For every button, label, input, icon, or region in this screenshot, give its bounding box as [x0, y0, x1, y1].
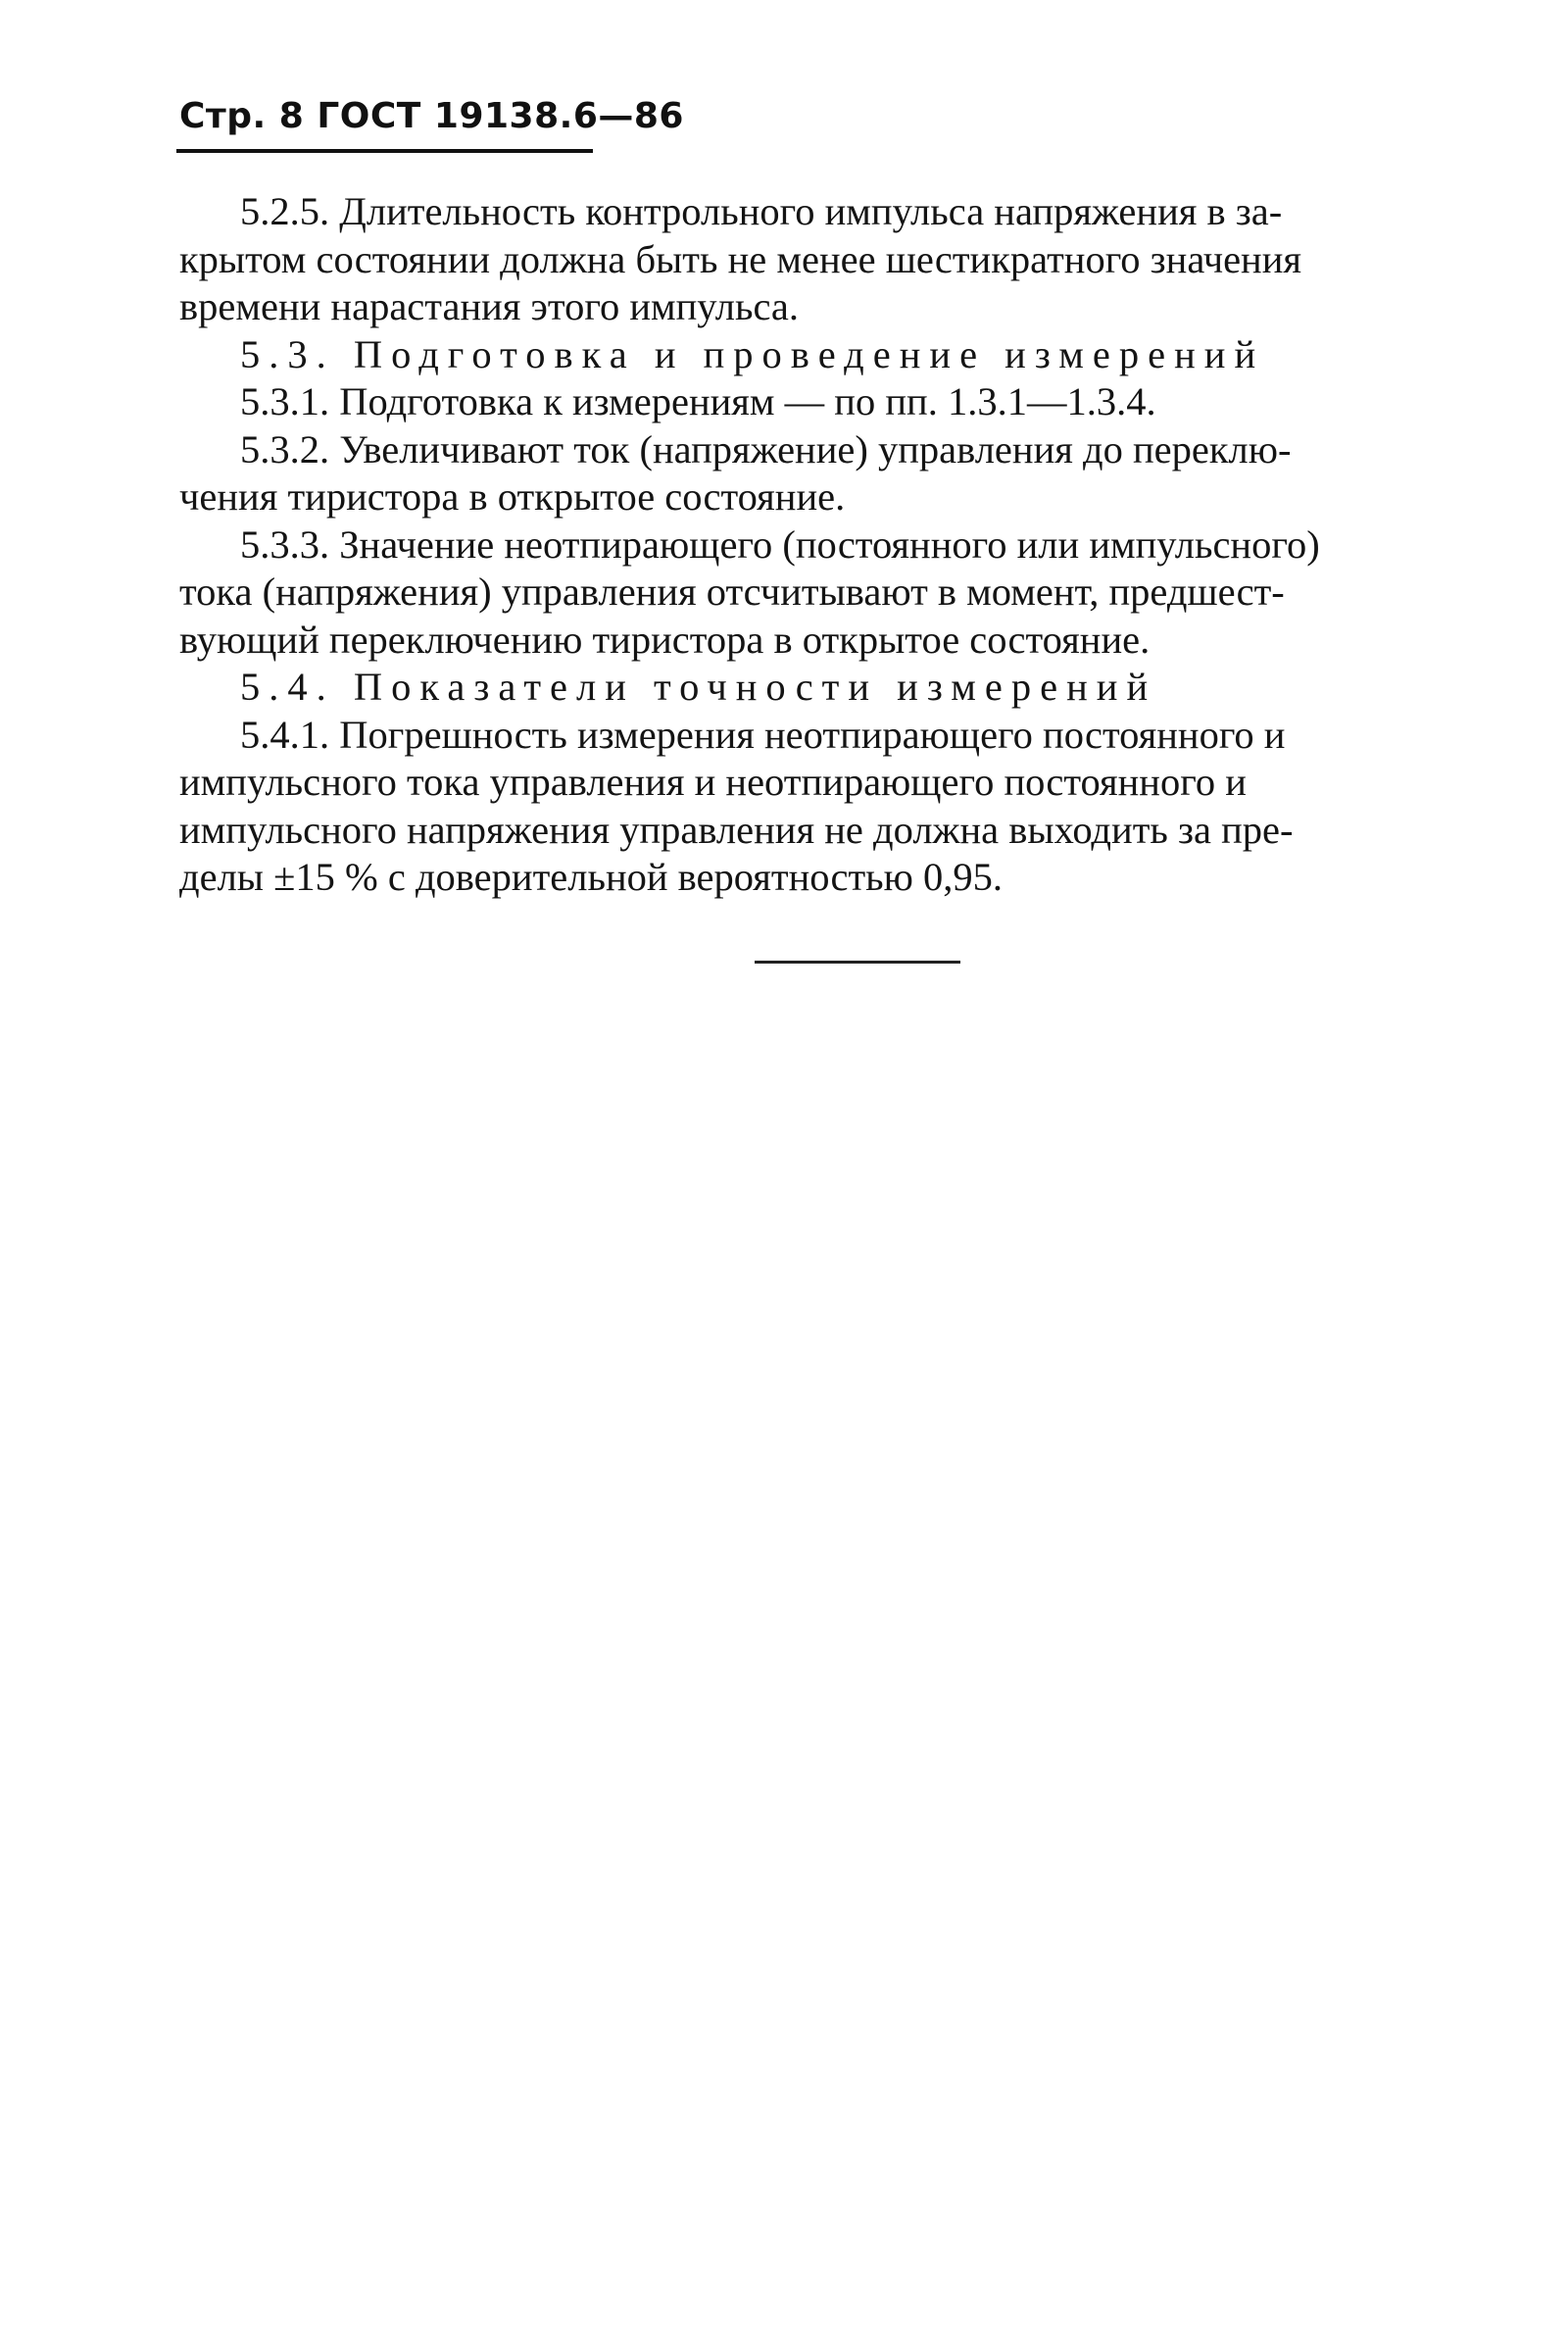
paragraph-5-3-3-line-2: тока (напряжения) управления отсчитывают в момент, предшест-: [179, 570, 1285, 614]
page-header: Стр. 8 ГОСТ 19138.6—86: [179, 96, 684, 136]
paragraph-5-2-5-line-3: времени нарастания этого импульса.: [179, 284, 800, 328]
paragraph-5-4-1-line-1: 5.4.1. Погрешность измерения неотпирающего постоянного и: [240, 712, 1286, 757]
paragraph-5-3-2-line-1: 5.3.2. Увеличивают ток (напряжение) управления до переклю-: [240, 426, 1292, 471]
document-body: [179, 188, 1542, 902]
paragraph-5-4-1-line-3: импульсного напряжения управления не должна выходить за пре-: [179, 807, 1294, 852]
paragraph-5-4-1-line-4: делы ±15 % с доверительной вероятностью 0,95.: [179, 855, 1004, 899]
paragraph-5-3-3-line-1: 5.3.3. Значение неотпирающего (постоянного или импульсного): [240, 521, 1320, 567]
section-heading-5-3: 5.3. Подготовка и проведение измерений: [240, 331, 1265, 376]
paragraph-5-2-5-line-2: крытом состоянии должна быть не менее шестикратного значения: [179, 236, 1302, 281]
paragraph-5-3-2-line-2: чения тиристора в открытое состояние.: [179, 474, 846, 519]
paragraph-5-4-1-line-2: импульсного тока управления и неотпирающего постоянного и: [179, 760, 1247, 804]
end-of-text-rule: [755, 961, 960, 964]
paragraph-5-3-1-line-1: 5.3.1. Подготовка к измерениям — по пп. 1.3.1—1.3.4.: [240, 379, 1156, 423]
paragraph-5-3-3-line-3: вующий переключению тиристора в открытое состояние.: [179, 617, 1151, 662]
section-heading-5-4: 5.4. Показатели точности измерений: [240, 665, 1157, 709]
header-underline: [176, 149, 593, 153]
paragraph-5-2-5-line-1: 5.2.5. Длительность контрольного импульса напряжения в за-: [240, 189, 1283, 233]
